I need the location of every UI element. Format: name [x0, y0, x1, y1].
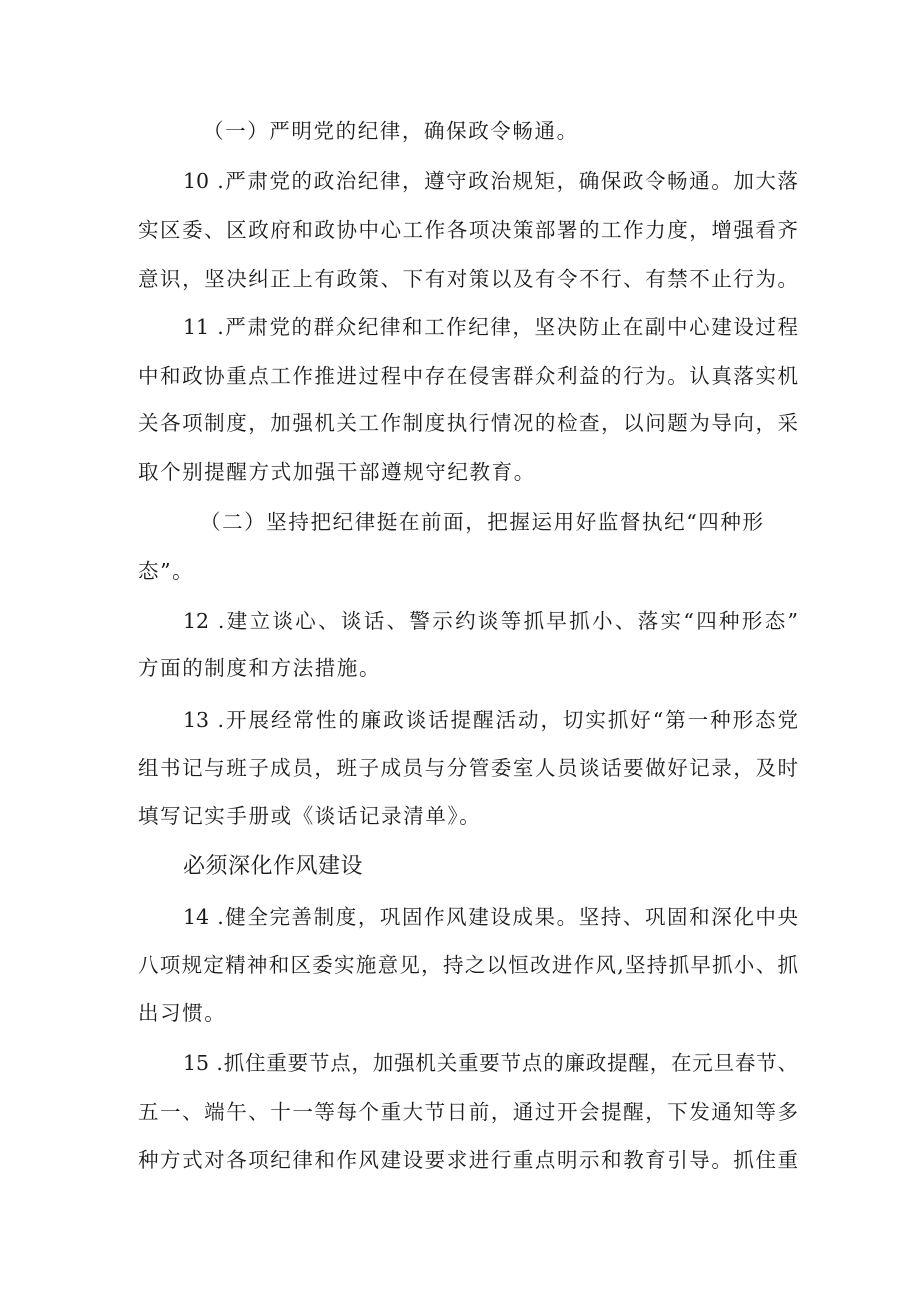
section-1-heading: （一）严明党的纪律，确保政令畅通。 — [203, 119, 579, 143]
item-13-line-3: 填写记实手册或《谈话记录清单》。 — [138, 804, 482, 828]
section-2-heading-line-2: 态”。 — [138, 559, 195, 583]
item-15-line-1: 15 .抓住重要节点，加强机关重要节点的廉政提醒，在元旦春节、 — [183, 1051, 798, 1075]
item-11-line-4: 取个别提醒方式加强干部遵规守纪教育。 — [138, 460, 536, 484]
item-14-line-1: 14 .健全完善制度，巩固作风建设成果。坚持、巩固和深化中央 — [183, 905, 798, 929]
item-11-line-3: 关各项制度，加强机关工作制度执行情况的检查，以问题为导向，采 — [138, 411, 798, 435]
section-3-heading: 必须深化作风建设 — [183, 854, 364, 879]
item-10-line-1: 10 .严肃党的政治纪律，遵守政治规矩，确保政令畅通。加大落 — [183, 169, 798, 193]
item-11-line-2: 中和政协重点工作推进过程中存在侵害群众利益的行为。认真落实机 — [138, 364, 798, 388]
item-14-line-3: 出习惯。 — [138, 1001, 227, 1025]
item-14-line-2: 八项规定精神和区委实施意见，持之以恒改进作风,坚持抓早抓小、抓 — [138, 953, 798, 977]
item-13-line-2: 组书记与班子成员，班子成员与分管委室人员谈话要做好记录，及时 — [138, 756, 798, 780]
item-11-line-1: 11 .严肃党的群众纪律和工作纪律，坚决防止在副中心建设过程 — [183, 315, 798, 339]
item-12-line-2: 方面的制度和方法措施。 — [138, 656, 382, 680]
item-10-line-3: 意识，坚决纠正上有政策、下有对策以及有令不行、有禁不止行为。 — [138, 267, 798, 291]
item-13-line-1: 13 .开展经常性的廉政谈话提醒活动，切实抓好“第一种形态党 — [183, 708, 798, 732]
item-15-line-3: 种方式对各项纪律和作风建设要求进行重点明示和教育引导。抓住重 — [138, 1148, 798, 1172]
item-12-line-1: 12 .建立谈心、谈话、警示约谈等抓早抓小、落实“四种形态” — [183, 609, 798, 633]
section-2-heading-line-1: （二）坚持把纪律挺在前面，把握运用好监督执纪“四种形 — [200, 510, 765, 534]
item-10-line-2: 实区委、区政府和政协中心工作各项决策部署的工作力度，增强看齐 — [138, 218, 798, 242]
item-15-line-2: 五一、端午、十一等每个重大节日前，通过开会提醒，下发通知等多 — [138, 1100, 798, 1124]
